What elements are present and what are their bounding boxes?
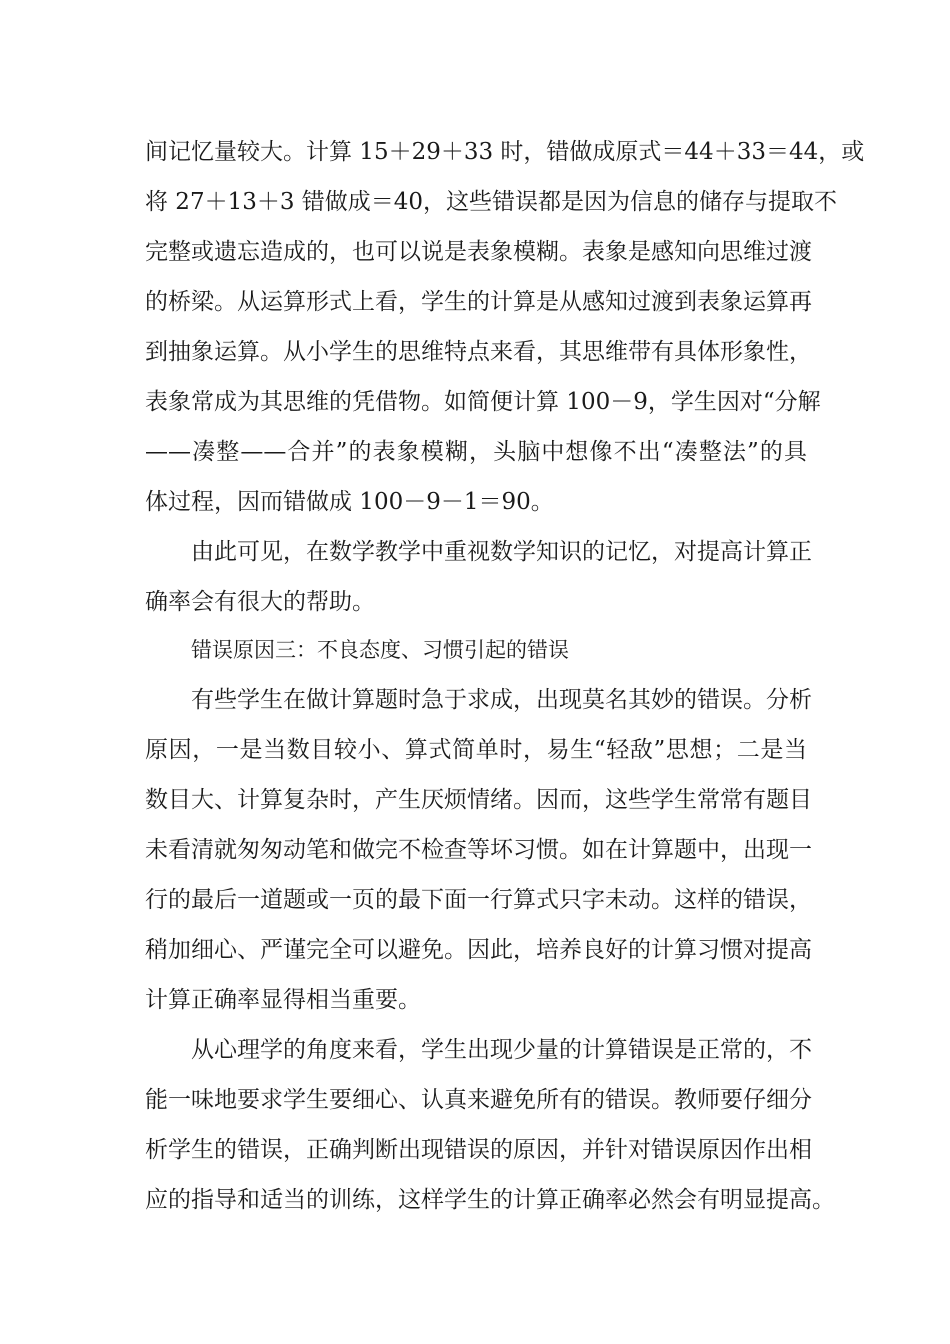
paragraph-4-line-6: 稍加细心、严谨完全可以避免。因此，培养良好的计算习惯对提高 <box>145 937 812 963</box>
paragraph-1-line-6: 表象常成为其思维的凭借物。如简便计算 100－9，学生因对“分解 <box>145 389 821 415</box>
paragraph-4-line-2: 原因，一是当数目较小、算式简单时，易生“轻敌”思想；二是当 <box>145 737 807 763</box>
paragraph-4-line-1: 有些学生在做计算题时急于求成，出现莫名其妙的错误。分析 <box>191 687 812 713</box>
paragraph-5-line-2: 能一味地要求学生要细心、认真来避免所有的错误。教师要仔细分 <box>145 1087 812 1113</box>
paragraph-1-line-3: 完整或遗忘造成的，也可以说是表象模糊。表象是感知向思维过渡 <box>145 239 812 265</box>
paragraph-1-line-2: 将 27＋13＋3 错做成＝40，这些错误都是因为信息的储存与提取不 <box>145 189 838 215</box>
paragraph-1-line-1: 间记忆量较大。计算 15＋29＋33 时，错做成原式＝44＋33＝44，或 <box>145 139 865 165</box>
paragraph-1-line-4: 的桥梁。从运算形式上看，学生的计算是从感知过渡到表象运算再 <box>145 289 812 315</box>
paragraph-4-line-5: 行的最后一道题或一页的最下面一行算式只字未动。这样的错误， <box>145 887 812 913</box>
paragraph-2-line-2: 确率会有很大的帮助。 <box>145 589 375 615</box>
paragraph-4-line-7: 计算正确率显得相当重要。 <box>145 987 421 1013</box>
paragraph-5-line-1: 从心理学的角度来看，学生出现少量的计算错误是正常的，不 <box>191 1037 812 1063</box>
section-heading: 错误原因三：不良态度、习惯引起的错误 <box>191 638 569 662</box>
paragraph-4-line-4: 未看清就匆匆动笔和做完不检查等坏习惯。如在计算题中，出现一 <box>145 837 812 863</box>
paragraph-5-line-4: 应的指导和适当的训练，这样学生的计算正确率必然会有明显提高。 <box>145 1187 835 1213</box>
paragraph-2-line-1: 由此可见，在数学教学中重视数学知识的记忆，对提高计算正 <box>191 539 812 565</box>
paragraph-1-line-8: 体过程，因而错做成 100－9－1＝90。 <box>145 489 554 515</box>
paragraph-4-line-3: 数目大、计算复杂时，产生厌烦情绪。因而，这些学生常常有题目 <box>145 787 812 813</box>
paragraph-1-line-7: ——凑整——合并”的表象模糊，头脑中想像不出“凑整法”的具 <box>145 439 807 465</box>
paragraph-5-line-3: 析学生的错误，正确判断出现错误的原因，并针对错误原因作出相 <box>145 1137 812 1163</box>
paragraph-1-line-5: 到抽象运算。从小学生的思维特点来看，其思维带有具体形象性， <box>145 339 812 365</box>
